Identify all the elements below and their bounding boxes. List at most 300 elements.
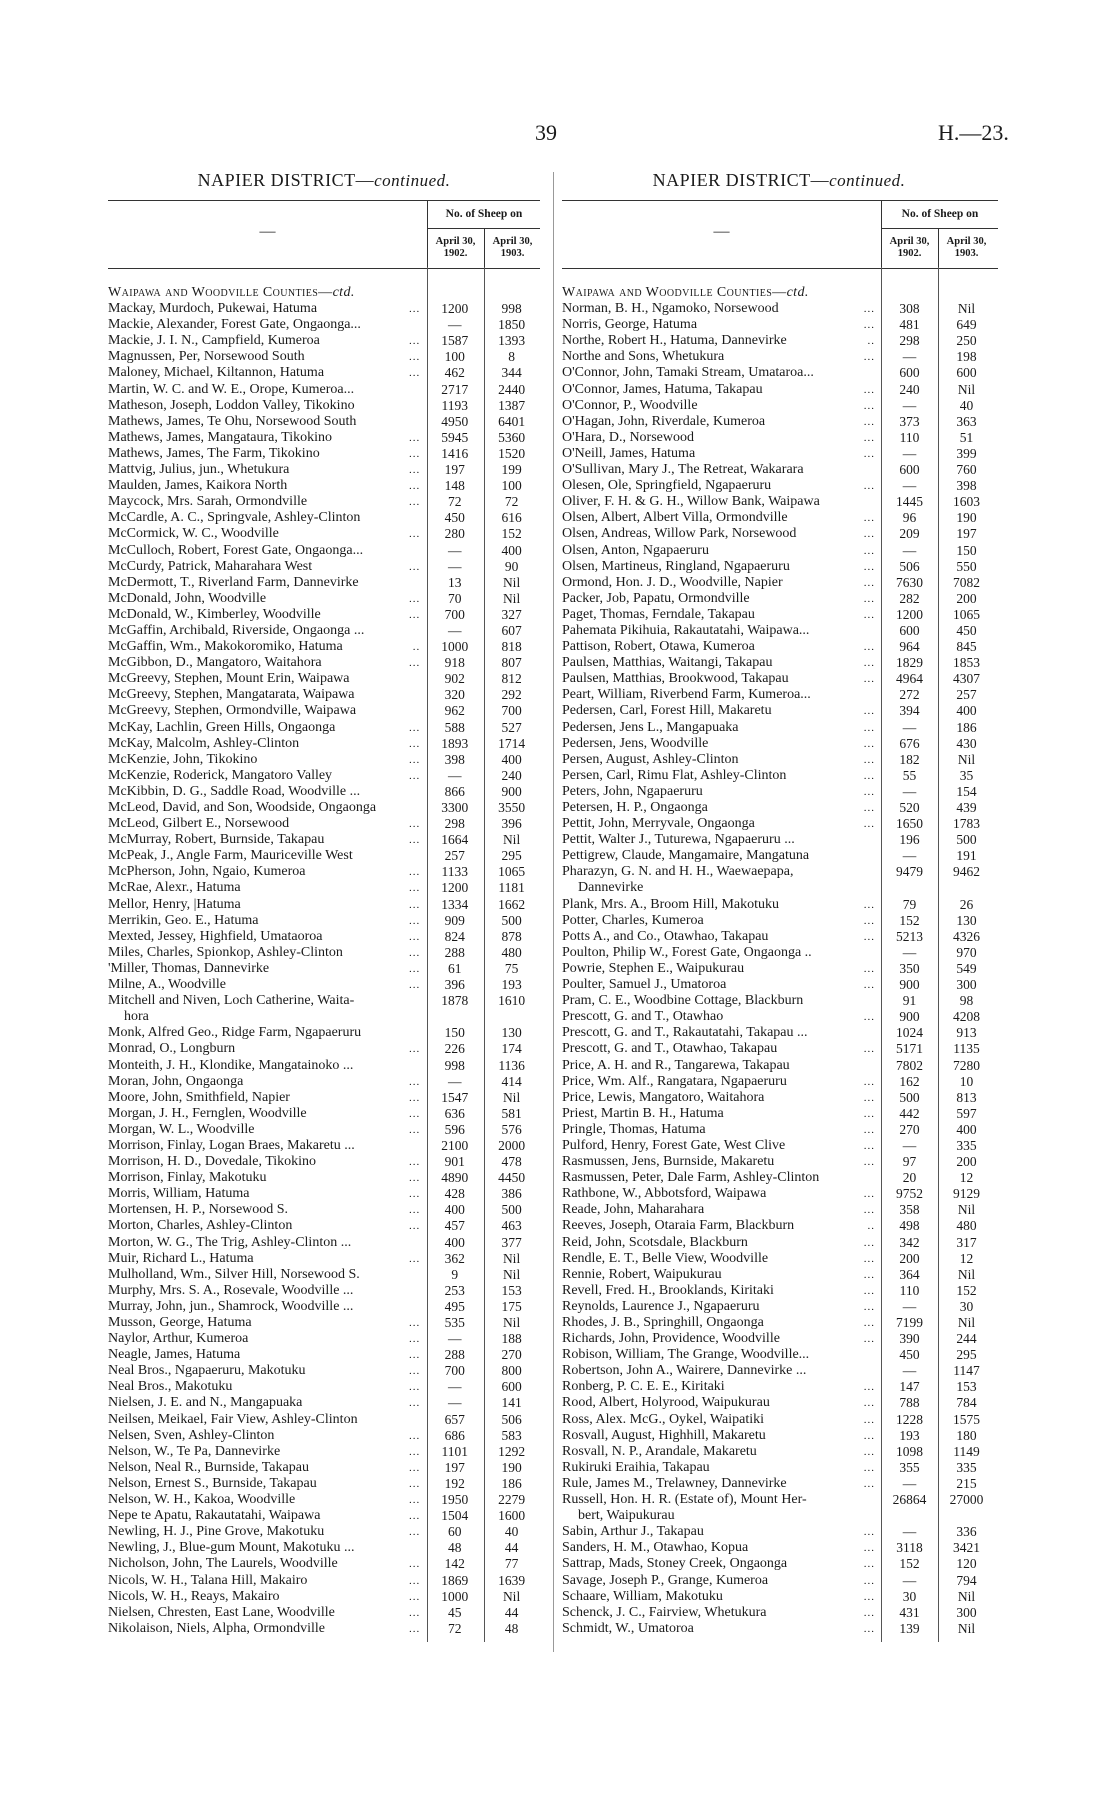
owner-cell <box>108 591 426 607</box>
owner-name: O'Hagan, John, Riverdale, Kumeroa <box>562 413 766 429</box>
owner-name: Pettit, John, Merryvale, Ongaonga <box>562 816 755 832</box>
table-row <box>562 1315 998 1331</box>
right-sheep-table <box>562 200 998 1637</box>
table-row <box>562 1299 998 1315</box>
sheep-1903: 463 <box>501 1218 522 1234</box>
table-row <box>108 1218 540 1234</box>
sheep-1902: — <box>902 478 917 494</box>
sheep-1902: — <box>902 783 917 799</box>
leader-dots <box>871 462 881 478</box>
owner-cell <box>562 977 881 993</box>
table-row <box>108 703 540 719</box>
sheep-1903: 1149 <box>953 1443 980 1459</box>
owner-cell <box>108 848 426 864</box>
year-1903-header: April 30, 1903. <box>484 228 540 268</box>
sheep-1903: Nil <box>957 301 976 317</box>
owner-cell <box>108 961 426 977</box>
table-row <box>562 671 998 687</box>
owner-name: O'Connor, John, Tamaki Stream, Umataroa... <box>562 365 814 381</box>
leader-dots: ... <box>409 979 421 992</box>
leader-dots: ... <box>863 1477 875 1490</box>
name-column-header: — <box>713 223 730 240</box>
sheep-1902: 1024 <box>896 1025 923 1041</box>
table-row <box>562 1025 998 1041</box>
sheep-1903: 12 <box>959 1250 974 1266</box>
sheep-1903: 250 <box>956 333 977 349</box>
table-row <box>562 977 998 993</box>
owner-name: Prescott, G. and T., Rakautatahi, Takapau ... <box>562 1025 808 1041</box>
table-row <box>562 1395 998 1411</box>
sheep-1903: 500 <box>956 832 977 848</box>
owner-cell <box>562 1540 881 1556</box>
sheep-1903: Nil <box>957 381 976 397</box>
table-row <box>562 1476 998 1492</box>
owner-name: Persen, August, Ashley-Clinton <box>562 751 739 767</box>
leader-dots: ... <box>863 1075 875 1088</box>
owner-name: Mortensen, H. P., Norsewood S. <box>108 1202 289 1218</box>
leader-dots <box>416 1058 426 1074</box>
owner-cell <box>108 1524 426 1540</box>
sheep-1902: 964 <box>899 639 920 655</box>
table-row <box>108 1605 540 1621</box>
leader-dots <box>871 1058 881 1074</box>
section-text: Waipawa and Woodville Counties— <box>562 285 787 300</box>
owner-cell <box>562 414 881 430</box>
owner-name: McCulloch, Robert, Forest Gate, Ongaonga... <box>108 542 364 558</box>
leader-dots <box>416 1138 426 1154</box>
title-text: NAPIER DISTRICT— <box>652 170 830 190</box>
sheep-1903: 1147 <box>953 1363 980 1379</box>
table-row <box>108 832 540 848</box>
owner-cell <box>562 1589 881 1605</box>
sheep-1903: 51 <box>959 429 974 445</box>
owner-cell <box>562 382 881 398</box>
leader-dots: ... <box>863 1413 875 1426</box>
sheep-1903: 150 <box>956 542 977 558</box>
leader-dots: ... <box>409 1043 421 1056</box>
leader-dots: .. <box>867 1220 875 1233</box>
table-row <box>562 1090 998 1106</box>
owner-cell <box>108 1154 426 1170</box>
sheep-1903: Nil <box>502 1250 521 1266</box>
table-row <box>562 1589 998 1605</box>
leader-dots <box>871 494 881 510</box>
sheep-1903: 1575 <box>953 1411 980 1427</box>
leader-dots <box>416 671 426 687</box>
owner-cell <box>562 430 881 446</box>
sheep-1903: 188 <box>501 1331 522 1347</box>
table-row <box>562 1460 998 1476</box>
owner-cell <box>108 1025 426 1041</box>
sheep-1903: 197 <box>956 526 977 542</box>
sheep-1902: — <box>902 1298 917 1314</box>
sheep-1903: 878 <box>501 928 522 944</box>
table-row <box>562 1621 998 1637</box>
leader-dots: ... <box>409 447 421 460</box>
owner-name: Paulsen, Matthias, Brookwood, Takapau <box>562 671 789 687</box>
sheep-1903: 75 <box>504 960 519 976</box>
sheep-1903: 396 <box>501 816 522 832</box>
leader-dots: ... <box>409 930 421 943</box>
sheep-1903: 1603 <box>953 494 980 510</box>
table-row <box>108 446 540 462</box>
sheep-1902: 462 <box>444 365 465 381</box>
sheep-1902: 824 <box>444 928 465 944</box>
leader-dots: ... <box>409 496 421 509</box>
sheep-1903: 399 <box>956 445 977 461</box>
table-row <box>562 897 998 913</box>
owner-name: Peters, John, Ngapaeruru <box>562 783 703 799</box>
owner-name: McLeod, Gilbert E., Norsewood <box>108 816 290 832</box>
sheep-1903: 153 <box>501 1282 522 1298</box>
leader-dots: ... <box>409 1188 421 1201</box>
owner-name: McDermott, T., Riverland Farm, Dannevirke <box>108 574 359 590</box>
sheep-1903: 180 <box>956 1427 977 1443</box>
leader-dots: ... <box>863 1236 875 1249</box>
sheep-1902: 498 <box>899 1218 920 1234</box>
leader-dots: ... <box>863 914 875 927</box>
table-row <box>108 1267 540 1283</box>
sheep-1902: 3118 <box>896 1540 923 1556</box>
table-row <box>562 494 998 510</box>
sheep-1902: 288 <box>444 944 465 960</box>
sheep-count-header: No. of Sheep on <box>881 201 998 229</box>
table-row <box>108 929 540 945</box>
sheep-1903: 1181 <box>498 880 525 896</box>
sheep-1902: 596 <box>444 1121 465 1137</box>
leader-dots: ... <box>863 705 875 718</box>
owner-name: Poulton, Philip W., Forest Gate, Ongaonga .. <box>562 944 812 960</box>
owner-name: Prescott, G. and T., Otawhao, Takapau <box>562 1041 778 1057</box>
owner-name: Monk, Alfred Geo., Ridge Farm, Ngapaeruru <box>108 1025 362 1041</box>
sheep-1902: — <box>902 1363 917 1379</box>
sheep-1902: 2717 <box>441 381 469 397</box>
table-row <box>108 1444 540 1460</box>
sheep-1902: 48 <box>447 1540 462 1556</box>
sheep-1903: 8 <box>508 349 515 365</box>
sheep-1902: 1869 <box>441 1572 469 1588</box>
table-row <box>108 1379 540 1395</box>
owner-cell <box>108 1540 426 1556</box>
owner-cell <box>108 1251 426 1267</box>
sheep-1903: 414 <box>501 1073 522 1089</box>
sheep-1902: 1650 <box>896 816 923 832</box>
sheep-1903: 270 <box>501 1347 522 1363</box>
owner-cell <box>562 1573 881 1589</box>
table-row <box>562 1283 998 1299</box>
table-row <box>108 1138 540 1154</box>
leader-dots <box>416 1235 426 1251</box>
owner-name: Morrison, Finlay, Makotuku <box>108 1170 267 1186</box>
sheep-1902: 308 <box>899 301 920 317</box>
leader-dots <box>871 365 881 381</box>
leader-dots: ... <box>863 319 875 332</box>
sheep-1902: 495 <box>444 1298 465 1314</box>
leader-dots: ... <box>409 303 421 316</box>
leader-dots: ... <box>409 608 421 621</box>
leader-dots: ... <box>409 882 421 895</box>
owner-cell <box>562 864 881 880</box>
leader-dots: ... <box>863 818 875 831</box>
owner-name: Maulden, James, Kaikora North <box>108 478 288 494</box>
owner-name: O'Connor, James, Hatuma, Takapau <box>562 381 763 397</box>
table-row-continuation <box>108 1009 540 1025</box>
leader-dots <box>871 1025 881 1041</box>
sheep-1903: 153 <box>956 1379 977 1395</box>
sheep-1903: 450 <box>956 622 977 638</box>
leader-dots: ... <box>863 1252 875 1265</box>
owner-cell <box>562 639 881 655</box>
table-row <box>562 430 998 446</box>
owner-name: Nikolaison, Niels, Alpha, Ormondville <box>108 1620 325 1636</box>
sheep-1902: 91 <box>902 993 917 1009</box>
sheep-1902: — <box>447 1073 462 1089</box>
owner-cell <box>562 1186 881 1202</box>
table-row <box>562 752 998 768</box>
leader-dots <box>871 945 881 961</box>
owner-name: McCardle, A. C., Springvale, Ashley-Clinton <box>108 510 361 526</box>
sheep-1903: 174 <box>501 1041 522 1057</box>
sheep-1902: — <box>902 848 917 864</box>
leader-dots: ... <box>863 721 875 734</box>
owner-name: Morrison, H. D., Dovedale, Tikokino <box>108 1154 317 1170</box>
leader-dots: ... <box>863 1542 875 1555</box>
sheep-1903: 336 <box>956 1524 977 1540</box>
sheep-1902: 182 <box>899 751 920 767</box>
owner-cell <box>562 1283 881 1299</box>
leader-dots: ... <box>409 753 421 766</box>
owner-name: McGreevy, Stephen, Mangatarata, Waipawa <box>108 687 355 703</box>
owner-cell <box>108 414 426 430</box>
leader-dots <box>416 398 426 414</box>
sheep-1902: 148 <box>444 478 465 494</box>
owner-cell <box>108 1170 426 1186</box>
owner-name: Murphy, Mrs. S. A., Rosevale, Woodville ... <box>108 1282 354 1298</box>
sheep-1902: 2100 <box>441 1137 469 1153</box>
table-row <box>108 1540 540 1556</box>
sheep-1902: 97 <box>902 1154 917 1170</box>
owner-cell <box>562 752 881 768</box>
sheep-1902: 1200 <box>441 880 469 896</box>
table-row <box>562 1412 998 1428</box>
sheep-1903: 141 <box>501 1395 522 1411</box>
owner-name: Nielsen, J. E. and N., Mangapuaka <box>108 1395 303 1411</box>
leader-dots: ... <box>863 383 875 396</box>
table-row <box>562 1428 998 1444</box>
sheep-1903: 480 <box>956 1218 977 1234</box>
leader-dots <box>416 575 426 591</box>
table-row <box>108 382 540 398</box>
sheep-1902: 240 <box>899 381 920 397</box>
leader-dots: ... <box>409 1494 421 1507</box>
owner-cell <box>108 478 426 494</box>
sheep-1903: 998 <box>501 301 522 317</box>
table-row <box>108 1235 540 1251</box>
owner-name: Mellor, Henry, |Hatuma <box>108 896 241 912</box>
leader-dots: ... <box>863 1381 875 1394</box>
owner-name: Paget, Thomas, Ferndale, Takapau <box>562 606 755 622</box>
sheep-1903: 77 <box>504 1556 519 1572</box>
leader-dots: ... <box>863 1317 875 1329</box>
table-row <box>108 816 540 832</box>
sheep-1902: — <box>902 719 917 735</box>
table-row <box>108 1154 540 1170</box>
table-row <box>108 1202 540 1218</box>
sheep-1902: 431 <box>899 1604 920 1620</box>
owner-cell <box>108 1605 426 1621</box>
table-row <box>562 349 998 365</box>
leader-dots: ... <box>863 576 875 589</box>
table-row <box>562 1492 998 1508</box>
owner-name: Nelson, Neal R., Burnside, Takapau <box>108 1459 309 1475</box>
leader-dots: ... <box>863 1156 875 1169</box>
leader-dots <box>416 510 426 526</box>
owner-name: Milne, A., Woodville <box>108 977 227 993</box>
table-row <box>562 301 998 317</box>
sheep-1902: 20 <box>902 1170 917 1186</box>
owner-cell <box>108 671 426 687</box>
leader-dots <box>416 1299 426 1315</box>
owner-cell <box>562 462 881 478</box>
owner-name: Morgan, W. L., Woodville <box>108 1121 255 1137</box>
owner-name: Pulford, Henry, Forest Gate, West Clive <box>562 1137 786 1153</box>
owner-name: Ross, Alex. McG., Oykel, Waipatiki <box>562 1411 764 1427</box>
title-italic: continued. <box>829 171 906 190</box>
table-row <box>562 559 998 575</box>
sheep-1902: 193 <box>899 1427 920 1443</box>
sheep-1902: — <box>447 1331 462 1347</box>
sheep-1902: 147 <box>899 1379 920 1395</box>
sheep-1903: 5360 <box>498 429 526 445</box>
owner-cell <box>562 945 881 961</box>
table-row <box>562 929 998 945</box>
table-row <box>108 752 540 768</box>
sheep-1902: 320 <box>444 687 465 703</box>
sheep-1902: 100 <box>444 349 465 365</box>
sheep-1902: 197 <box>444 1459 465 1475</box>
owner-name: Musson, George, Hatuma <box>108 1315 252 1330</box>
leader-dots: ... <box>863 962 875 975</box>
sheep-1903: Nil <box>502 590 521 606</box>
sheep-1903: 1387 <box>498 397 526 413</box>
leader-dots: ... <box>409 464 421 477</box>
sheep-1902: 72 <box>447 1620 462 1636</box>
table-row <box>562 1605 998 1621</box>
owner-name: McGaffin, Archibald, Riverside, Ongaonga ... <box>108 622 365 638</box>
table-body <box>562 269 998 1637</box>
table-row <box>562 1106 998 1122</box>
owner-name: Sabin, Arthur J., Takapau <box>562 1524 704 1540</box>
owner-cell <box>108 575 426 591</box>
sheep-1902: 298 <box>899 333 920 349</box>
table-row <box>108 1508 540 1524</box>
owner-cell <box>108 1508 426 1524</box>
table-row <box>562 1122 998 1138</box>
owner-name: Nelson, W. H., Kakoa, Woodville <box>108 1492 296 1508</box>
owner-cell <box>108 1428 426 1444</box>
owner-cell <box>108 800 426 816</box>
sheep-1903: 26 <box>959 896 974 912</box>
section-italic: ctd. <box>332 285 355 300</box>
sheep-1903: 506 <box>501 1411 522 1427</box>
table-row <box>562 1267 998 1283</box>
owner-name: McGibbon, D., Mangatoro, Waitahora <box>108 655 322 671</box>
sheep-1902: 282 <box>899 590 920 606</box>
table-row <box>108 864 540 880</box>
sheep-1903: 4326 <box>953 928 980 944</box>
leader-dots <box>416 800 426 816</box>
leader-dots: ... <box>863 1107 875 1120</box>
leader-dots <box>871 864 881 880</box>
owner-name: Mulholland, Wm., Silver Hill, Norsewood S. <box>108 1266 360 1282</box>
sheep-1902: — <box>447 622 462 638</box>
owner-cell <box>562 607 881 623</box>
sheep-1902: 400 <box>444 1234 465 1250</box>
sheep-1903: 292 <box>501 687 522 703</box>
owner-cell <box>562 1058 881 1074</box>
leader-dots <box>871 832 881 848</box>
owner-cell <box>108 1363 426 1379</box>
page-number: 39 <box>535 120 557 145</box>
sheep-1903: 175 <box>501 1298 522 1314</box>
sheep-1902: 450 <box>899 1347 920 1363</box>
table-row <box>108 1347 540 1363</box>
sheep-1903: 600 <box>956 365 977 381</box>
sheep-1902: 450 <box>444 510 465 526</box>
owner-name: Oliver, F. H. & G. H., Willow Bank, Waipawa <box>562 494 820 510</box>
section-text: Waipawa and Woodville Counties— <box>108 285 333 300</box>
sheep-1903: 549 <box>956 960 977 976</box>
table-row <box>562 687 998 703</box>
sheep-1902: 7802 <box>896 1057 923 1073</box>
sheep-1902: 788 <box>899 1395 920 1411</box>
owner-name: Neagle, James, Hatuma <box>108 1347 241 1363</box>
leader-dots: ... <box>863 1429 875 1442</box>
leader-dots: ... <box>409 1461 421 1474</box>
sheep-1903: 6401 <box>498 413 526 429</box>
owner-cell <box>108 559 426 575</box>
table-row <box>562 382 998 398</box>
table-header <box>108 200 540 269</box>
owner-name: McLeod, David, and Son, Woodside, Ongaonga <box>108 800 377 815</box>
owner-cell <box>108 1492 426 1508</box>
owner-cell <box>108 1074 426 1090</box>
table-row <box>562 1138 998 1154</box>
sheep-1903: 215 <box>956 1475 977 1491</box>
leader-dots <box>416 414 426 430</box>
table-row <box>562 575 998 591</box>
owner-name: Magnussen, Per, Norsewood South <box>108 349 305 365</box>
owner-cell <box>562 333 881 349</box>
owner-cell <box>562 1041 881 1057</box>
year-1903-header: April 30, 1903. <box>938 228 994 268</box>
column-divider <box>553 172 554 1652</box>
table-row <box>108 559 540 575</box>
leader-dots: ... <box>863 1461 875 1474</box>
table-row <box>108 993 540 1009</box>
owner-name: Monrad, O., Longburn <box>108 1041 236 1057</box>
sheep-1903: 500 <box>501 1202 522 1218</box>
leader-dots: ... <box>409 818 421 831</box>
sheep-1903: 1610 <box>498 993 526 1009</box>
table-row <box>108 1331 540 1347</box>
leader-dots <box>871 848 881 864</box>
leader-dots: ... <box>863 1043 875 1056</box>
leader-dots: ... <box>409 1365 421 1378</box>
owner-name: Pharazyn, G. N. and H. H., Waewaepapa, <box>562 864 794 880</box>
owner-cell <box>108 1090 426 1106</box>
sheep-1902: 4890 <box>441 1170 469 1186</box>
